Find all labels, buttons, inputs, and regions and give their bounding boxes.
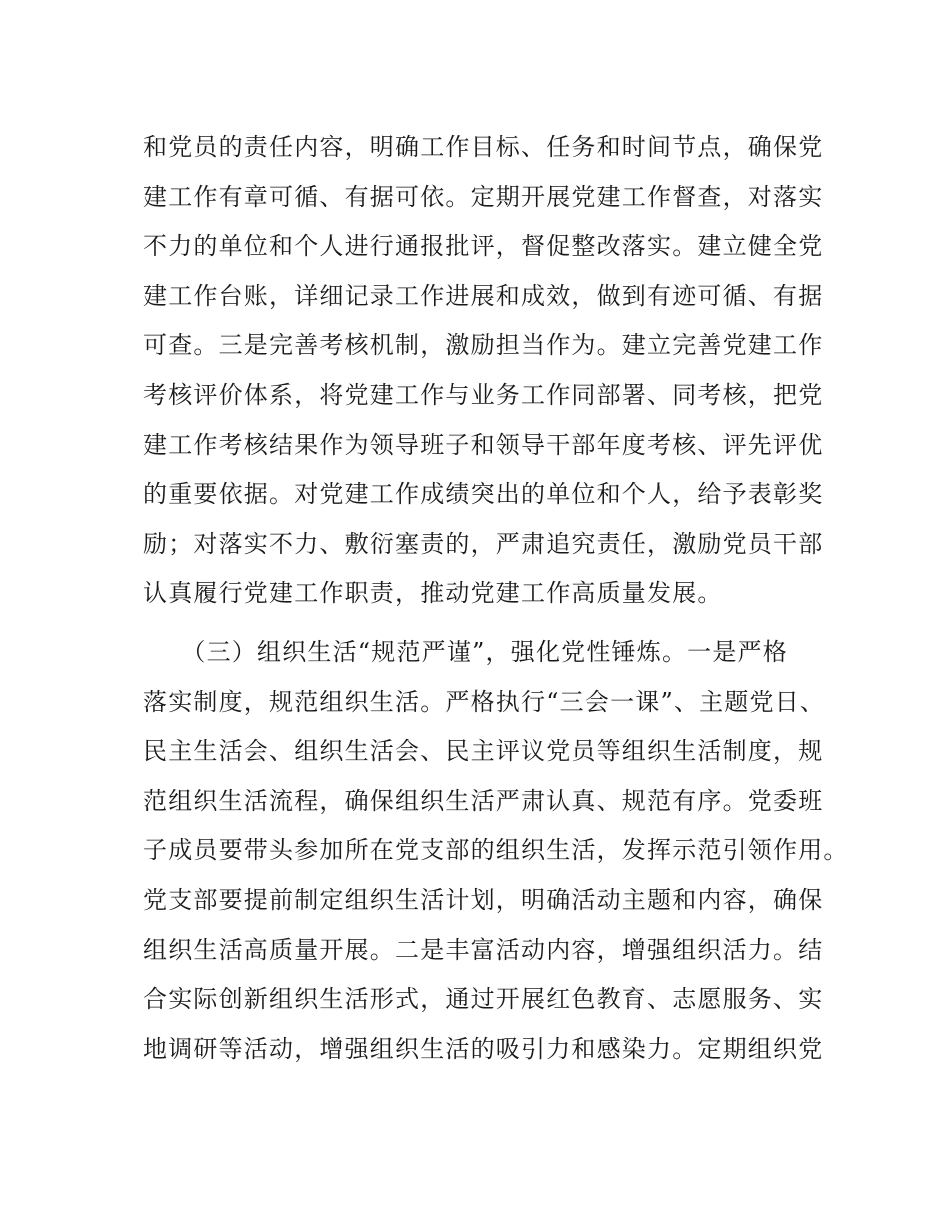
text-line: 励；对落实不力、敷衍塞责的，严肃追究责任，激励党员干部 [143, 529, 824, 558]
text-line: 合实际创新组织生活形式，通过开展红色教育、志愿服务、实 [143, 985, 824, 1014]
text-line: 可查。三是完善考核机制，激励担当作为。建立完善党建工作 [143, 331, 824, 360]
text-line: 的重要依据。对党建工作成绩突出的单位和个人，给予表彰奖 [143, 480, 824, 509]
paragraph-1 [143, 123, 823, 619]
text-line: 认真履行党建工作职责，推动党建工作高质量发展。 [143, 579, 723, 608]
text-line: 建工作有章可循、有据可依。定期开展党建工作督查，对落实 [143, 182, 824, 211]
text-line: 考核评价体系，将党建工作与业务工作同部署、同考核，把党 [143, 380, 824, 409]
text-line: 建工作台账，详细记录工作进展和成效，做到有迹可循、有据 [143, 281, 824, 310]
text-line: 建工作考核结果作为领导班子和领导干部年度考核、评先评优 [143, 430, 824, 459]
text-line: （三）组织生活“规范严谨”，强化党性锤炼。一是严格 [143, 638, 788, 666]
text-line: 组织生活高质量开展。二是丰富活动内容，增强组织活力。结 [143, 935, 824, 964]
text-line: 民主生活会、组织生活会、民主评议党员等组织生活制度，规 [143, 737, 824, 766]
text-line: 范组织生活流程，确保组织生活严肃认真、规范有序。党委班 [143, 786, 824, 815]
text-line: 子成员要带头参加所在党支部的组织生活，发挥示范引领作用。 [143, 836, 849, 865]
text-line: 党支部要提前制定组织生活计划，明确活动主题和内容，确保 [143, 885, 824, 914]
paragraph-2 [143, 628, 849, 1074]
text-line: 地调研等活动，增强组织生活的吸引力和感染力。定期组织党 [143, 1034, 824, 1063]
text-line: 不力的单位和个人进行通报批评，督促整改落实。建立健全党 [143, 232, 824, 261]
text-line: 落实制度，规范组织生活。严格执行“三会一课”、主题党日、 [143, 687, 826, 716]
text-line: 和党员的责任内容，明确工作目标、任务和时间节点，确保党 [143, 133, 824, 161]
